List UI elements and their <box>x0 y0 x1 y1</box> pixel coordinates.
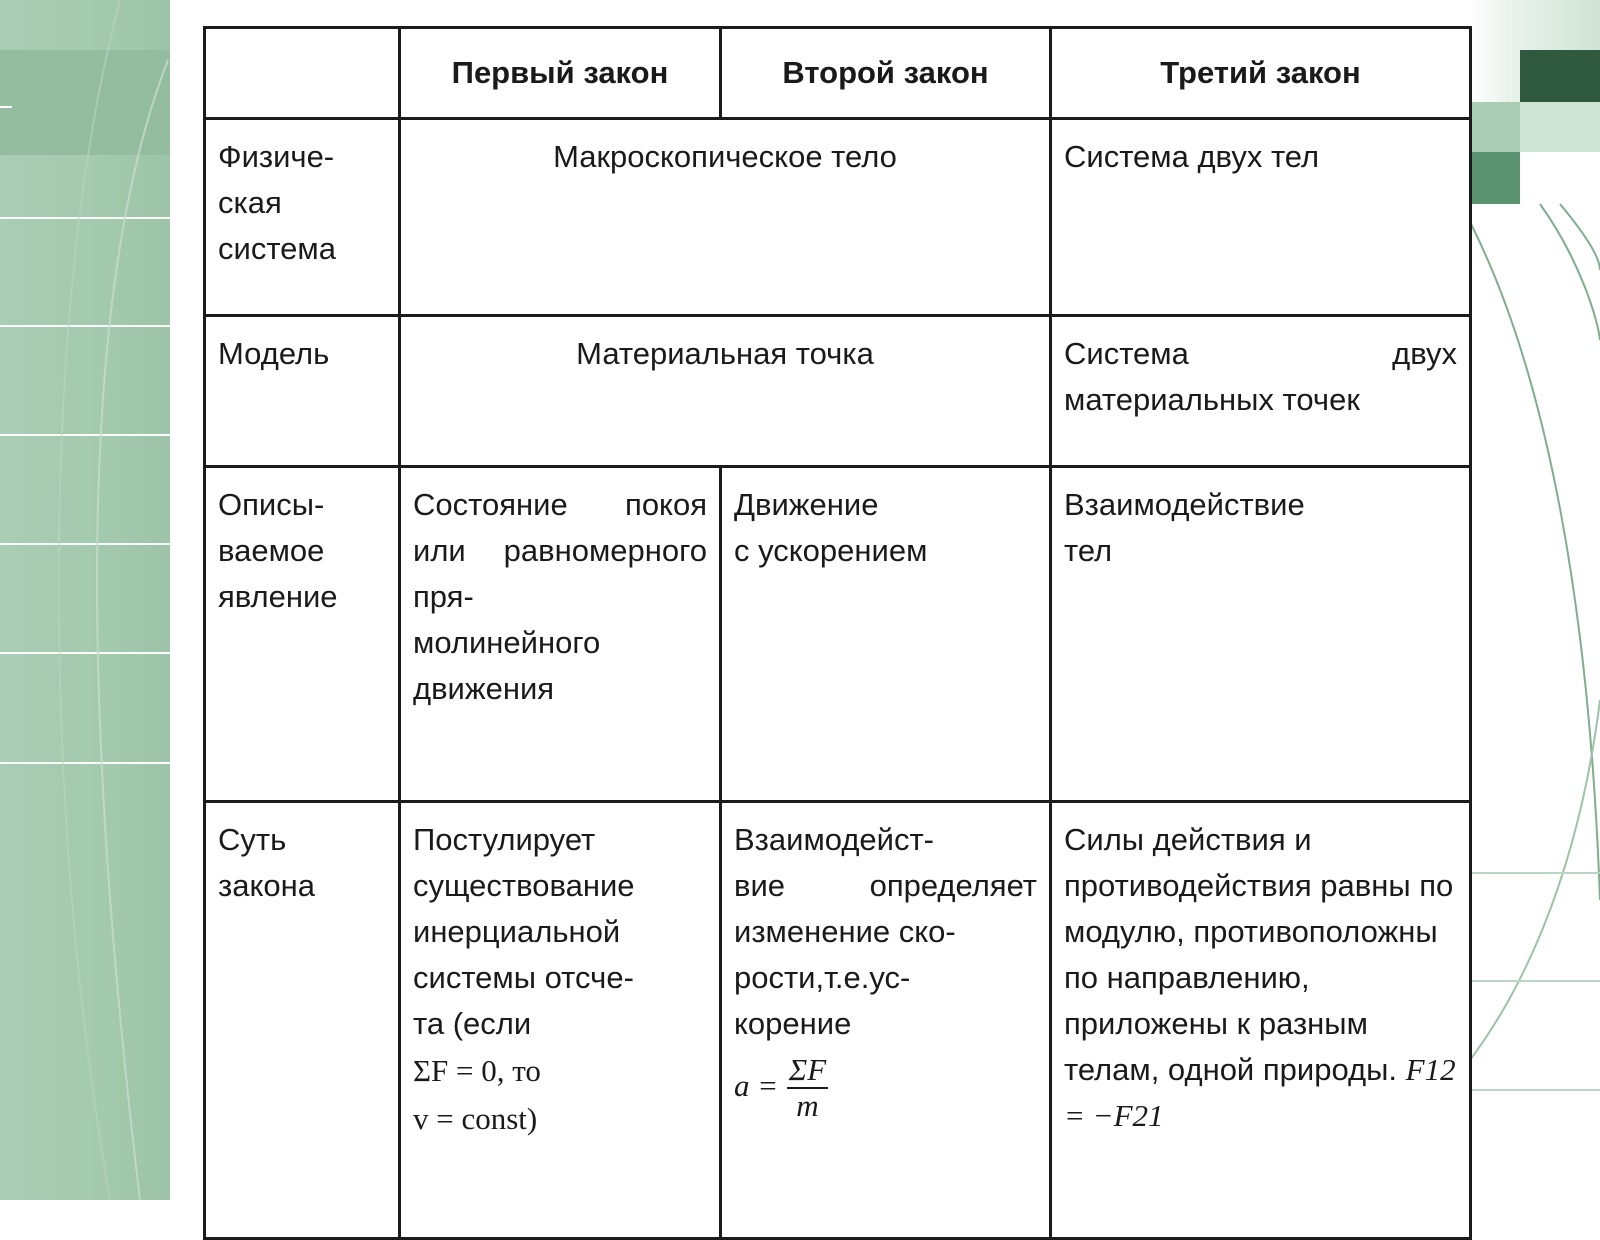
cell-third-law-essence <box>1051 802 1471 1239</box>
table-row-phenomenon <box>205 467 1471 802</box>
row-label-phenomenon <box>205 467 400 802</box>
cell-accelerated-motion <box>721 467 1051 802</box>
cell-material-point: Материальная точка <box>400 316 1051 467</box>
table-row-essence <box>205 802 1471 1239</box>
cell-text: Постулирует существование инерциальной системы отсче- та (если <box>413 822 635 1041</box>
table-row-physical-system <box>205 119 1471 316</box>
cell-two-body-system: Система двух тел <box>1051 119 1471 316</box>
right-panel-arcs <box>1470 0 1600 1200</box>
formula-velocity-const: v = const) <box>413 1101 538 1136</box>
formula-numerator: ΣF <box>788 1052 827 1087</box>
newton-laws-table <box>203 26 1472 1240</box>
header-corner-cell <box>205 28 400 119</box>
header-second-law: Второй закон <box>721 28 1051 119</box>
row-label-text: Описы- ваемое явление <box>218 487 338 614</box>
cell-text: Состояние покоя или равномерного пря- молинейного движения <box>413 487 707 706</box>
row-label-text: Суть закона <box>218 822 315 903</box>
cell-text: Движение с ускорением <box>734 487 928 568</box>
cell-text-tail: природы. <box>1262 1052 1398 1087</box>
formula-sum-force-zero: ΣF = 0, то <box>413 1053 541 1088</box>
formula-third-law: F12 = −F21 <box>1064 1052 1456 1133</box>
cell-text: Взаимодейст- вие определяет изменение ско- рости,т.е.ус- корение <box>734 822 1037 1041</box>
header-third-law: Третий закон <box>1051 28 1471 119</box>
cell-interaction-of-bodies <box>1051 467 1471 802</box>
formula-fraction <box>787 1053 828 1123</box>
cell-two-material-points: Система двух материальных точек <box>1051 316 1471 467</box>
row-label-model: Модель <box>205 316 400 467</box>
cell-macroscopic-body: Макроскопическое тело <box>400 119 1051 316</box>
table-header-row <box>205 28 1471 119</box>
cell-second-law-essence <box>721 802 1051 1239</box>
row-label-physical-system <box>205 119 400 316</box>
cell-text: Силы действия и противодействия равны по модулю, противоположны по направлению, приложены к разным телам, одной <box>1064 822 1454 1087</box>
row-label-text: Физиче- ская система <box>218 139 336 266</box>
formula-denominator: m <box>796 1088 819 1123</box>
header-first-law: Первый закон <box>400 28 721 119</box>
cell-rest-or-uniform-motion <box>400 467 721 802</box>
formula-acceleration <box>734 1053 1037 1123</box>
cell-text: Взаимодействие тел <box>1064 487 1305 568</box>
row-label-essence <box>205 802 400 1239</box>
cell-first-law-essence <box>400 802 721 1239</box>
table-row-model <box>205 316 1471 467</box>
formula-lhs: a = <box>734 1068 779 1104</box>
left-decorative-panel <box>0 0 170 1200</box>
right-decorative-panel <box>1470 0 1600 1200</box>
left-panel-arcs <box>0 0 170 1200</box>
